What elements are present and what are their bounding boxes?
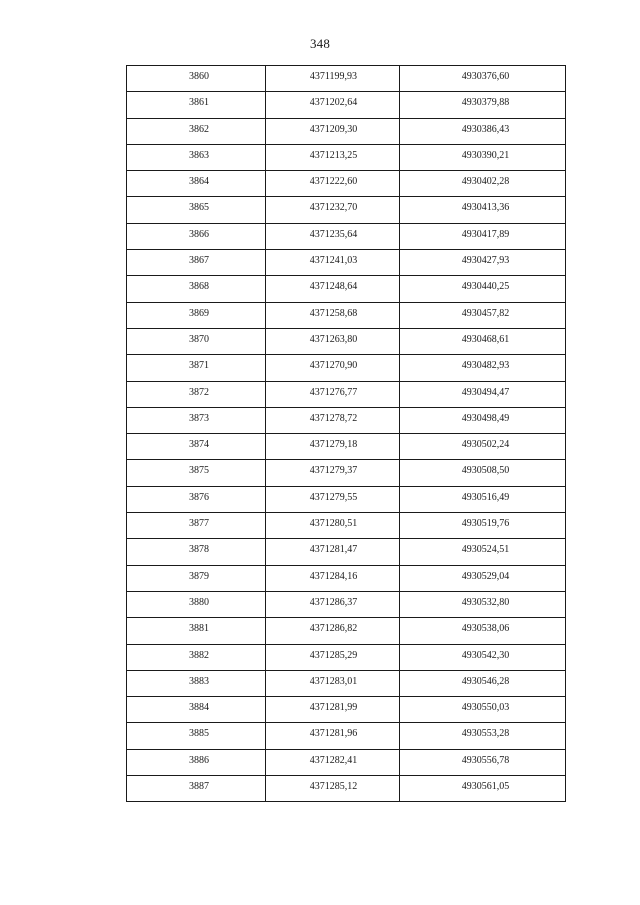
point-number-cell: 3865 <box>127 197 266 223</box>
y-coordinate-cell: 4930553,28 <box>400 723 566 749</box>
table-row <box>127 434 566 460</box>
point-number-cell: 3863 <box>127 144 266 170</box>
y-coordinate-cell: 4930532,80 <box>400 591 566 617</box>
y-coordinate-cell: 4930494,47 <box>400 381 566 407</box>
y-coordinate-cell: 4930413,36 <box>400 197 566 223</box>
y-coordinate-cell: 4930519,76 <box>400 513 566 539</box>
x-coordinate-cell: 4371281,99 <box>266 697 400 723</box>
point-number-cell: 3868 <box>127 276 266 302</box>
y-coordinate-cell: 4930390,21 <box>400 144 566 170</box>
table-row <box>127 460 566 486</box>
x-coordinate-cell: 4371209,30 <box>266 118 400 144</box>
table-row <box>127 776 566 802</box>
table-row <box>127 355 566 381</box>
table-row <box>127 223 566 249</box>
point-number-cell: 3883 <box>127 670 266 696</box>
point-number-cell: 3861 <box>127 92 266 118</box>
point-number-cell: 3876 <box>127 486 266 512</box>
x-coordinate-cell: 4371241,03 <box>266 250 400 276</box>
x-coordinate-cell: 4371258,68 <box>266 302 400 328</box>
x-coordinate-cell: 4371263,80 <box>266 328 400 354</box>
point-number-cell: 3870 <box>127 328 266 354</box>
x-coordinate-cell: 4371281,96 <box>266 723 400 749</box>
point-number-cell: 3874 <box>127 434 266 460</box>
point-number-cell: 3867 <box>127 250 266 276</box>
y-coordinate-cell: 4930457,82 <box>400 302 566 328</box>
table-row <box>127 144 566 170</box>
x-coordinate-cell: 4371222,60 <box>266 171 400 197</box>
y-coordinate-cell: 4930468,61 <box>400 328 566 354</box>
table-row <box>127 644 566 670</box>
y-coordinate-cell: 4930542,30 <box>400 644 566 670</box>
table-row <box>127 66 566 92</box>
point-number-cell: 3872 <box>127 381 266 407</box>
point-number-cell: 3887 <box>127 776 266 802</box>
x-coordinate-cell: 4371202,64 <box>266 92 400 118</box>
y-coordinate-cell: 4930529,04 <box>400 565 566 591</box>
y-coordinate-cell: 4930498,49 <box>400 407 566 433</box>
point-number-cell: 3884 <box>127 697 266 723</box>
y-coordinate-cell: 4930508,50 <box>400 460 566 486</box>
x-coordinate-cell: 4371199,93 <box>266 66 400 92</box>
x-coordinate-cell: 4371285,29 <box>266 644 400 670</box>
point-number-cell: 3879 <box>127 565 266 591</box>
x-coordinate-cell: 4371286,82 <box>266 618 400 644</box>
x-coordinate-cell: 4371279,18 <box>266 434 400 460</box>
x-coordinate-cell: 4371213,25 <box>266 144 400 170</box>
y-coordinate-cell: 4930546,28 <box>400 670 566 696</box>
table-row <box>127 697 566 723</box>
point-number-cell: 3877 <box>127 513 266 539</box>
point-number-cell: 3864 <box>127 171 266 197</box>
point-number-cell: 3860 <box>127 66 266 92</box>
table-row <box>127 539 566 565</box>
x-coordinate-cell: 4371284,16 <box>266 565 400 591</box>
y-coordinate-cell: 4930561,05 <box>400 776 566 802</box>
x-coordinate-cell: 4371248,64 <box>266 276 400 302</box>
table-row <box>127 565 566 591</box>
table-row <box>127 618 566 644</box>
y-coordinate-cell: 4930417,89 <box>400 223 566 249</box>
y-coordinate-cell: 4930379,88 <box>400 92 566 118</box>
table-row <box>127 171 566 197</box>
x-coordinate-cell: 4371283,01 <box>266 670 400 696</box>
y-coordinate-cell: 4930556,78 <box>400 749 566 775</box>
point-number-cell: 3878 <box>127 539 266 565</box>
table-row <box>127 276 566 302</box>
coordinates-table-body <box>127 66 566 802</box>
point-number-cell: 3885 <box>127 723 266 749</box>
y-coordinate-cell: 4930386,43 <box>400 118 566 144</box>
x-coordinate-cell: 4371286,37 <box>266 591 400 617</box>
y-coordinate-cell: 4930427,93 <box>400 250 566 276</box>
y-coordinate-cell: 4930402,28 <box>400 171 566 197</box>
page-number: 348 <box>309 36 331 51</box>
x-coordinate-cell: 4371279,37 <box>266 460 400 486</box>
point-number-cell: 3881 <box>127 618 266 644</box>
table-row <box>127 407 566 433</box>
x-coordinate-cell: 4371280,51 <box>266 513 400 539</box>
point-number-cell: 3866 <box>127 223 266 249</box>
x-coordinate-cell: 4371232,70 <box>266 197 400 223</box>
x-coordinate-cell: 4371235,64 <box>266 223 400 249</box>
table-row <box>127 381 566 407</box>
y-coordinate-cell: 4930502,24 <box>400 434 566 460</box>
table-row <box>127 486 566 512</box>
point-number-cell: 3862 <box>127 118 266 144</box>
x-coordinate-cell: 4371281,47 <box>266 539 400 565</box>
point-number-cell: 3886 <box>127 749 266 775</box>
y-coordinate-cell: 4930538,06 <box>400 618 566 644</box>
y-coordinate-cell: 4930482,93 <box>400 355 566 381</box>
table-row <box>127 749 566 775</box>
x-coordinate-cell: 4371285,12 <box>266 776 400 802</box>
x-coordinate-cell: 4371278,72 <box>266 407 400 433</box>
x-coordinate-cell: 4371279,55 <box>266 486 400 512</box>
y-coordinate-cell: 4930524,51 <box>400 539 566 565</box>
table-row <box>127 328 566 354</box>
table-row <box>127 302 566 328</box>
x-coordinate-cell: 4371282,41 <box>266 749 400 775</box>
point-number-cell: 3882 <box>127 644 266 670</box>
table-row <box>127 591 566 617</box>
x-coordinate-cell: 4371270,90 <box>266 355 400 381</box>
y-coordinate-cell: 4930440,25 <box>400 276 566 302</box>
table-row <box>127 513 566 539</box>
coordinates-table <box>126 65 566 802</box>
point-number-cell: 3869 <box>127 302 266 328</box>
table-row <box>127 92 566 118</box>
table-row <box>127 118 566 144</box>
point-number-cell: 3880 <box>127 591 266 617</box>
point-number-cell: 3875 <box>127 460 266 486</box>
y-coordinate-cell: 4930376,60 <box>400 66 566 92</box>
x-coordinate-cell: 4371276,77 <box>266 381 400 407</box>
table-row <box>127 723 566 749</box>
y-coordinate-cell: 4930550,03 <box>400 697 566 723</box>
table-row <box>127 670 566 696</box>
point-number-cell: 3871 <box>127 355 266 381</box>
point-number-cell: 3873 <box>127 407 266 433</box>
table-row <box>127 250 566 276</box>
table-row <box>127 197 566 223</box>
y-coordinate-cell: 4930516,49 <box>400 486 566 512</box>
